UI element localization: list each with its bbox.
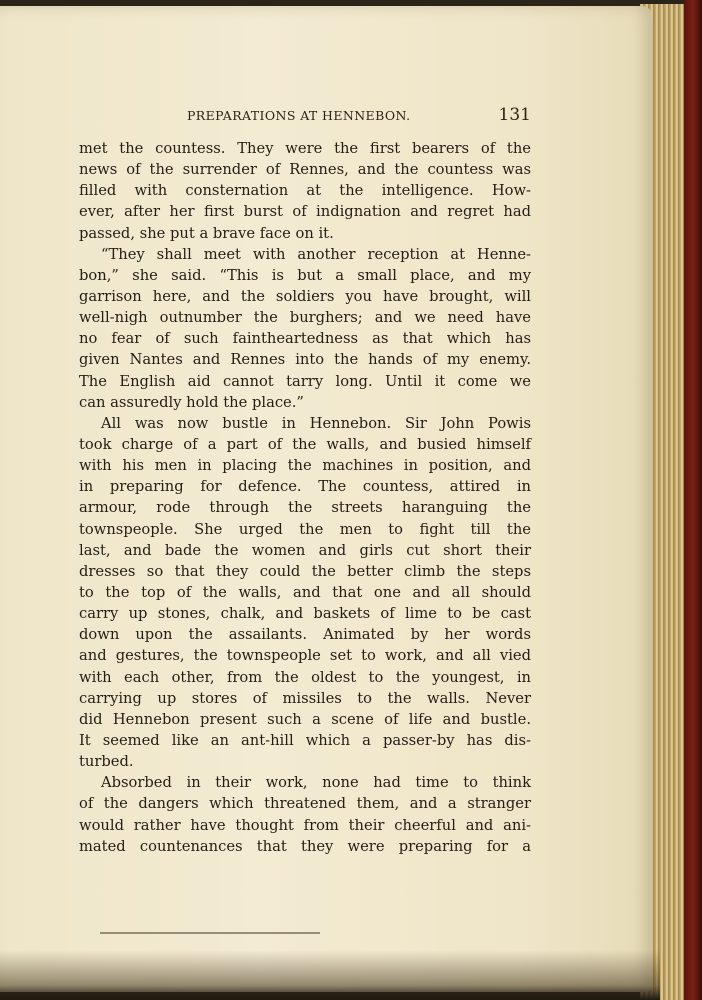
text-line: mated countenances that they were preparing for a — [79, 837, 531, 855]
text-line: passed, she put a brave face on it. — [79, 224, 334, 242]
text-line: dresses so that they could the better climb the steps — [79, 562, 531, 580]
page-number: 131 — [498, 105, 531, 125]
text-line: took charge of a part of the walls, and busied himself — [79, 435, 531, 453]
page-header — [79, 106, 531, 126]
text-line: townspeople. She urged the men to fight till the — [79, 520, 531, 538]
text-line: and gestures, the townspeople set to work, and all vied — [79, 647, 531, 665]
bottom-shadow — [0, 950, 660, 1000]
ink-smudge — [100, 932, 320, 934]
text-line: given Nantes and Rennes into the hands of my enemy. — [79, 351, 531, 369]
text-line: last, and bade the women and girls cut short their — [79, 541, 531, 559]
text-line: met the countess. They were the first bearers of the — [79, 140, 531, 157]
text-line: turbed. — [79, 753, 134, 771]
book-binding — [684, 0, 702, 1000]
text-line: would rather have thought from their cheerful and ani- — [79, 816, 531, 834]
text-line: The English aid cannot tarry long. Until it come we — [79, 372, 531, 390]
text-line: Absorbed in their work, none had time to think — [101, 774, 531, 792]
text-line: garrison here, and the soldiers you have brought, will — [79, 287, 531, 305]
text-line: armour, rode through the streets haranguing the — [79, 499, 531, 517]
text-line: to the top of the walls, and that one and all should — [79, 583, 531, 601]
running-head: PREPARATIONS AT HENNEBON. — [187, 108, 411, 123]
book-page — [0, 6, 652, 992]
text-line: “They shall meet with another reception at Henne- — [101, 245, 531, 263]
text-line: carry up stones, chalk, and baskets of lime to be cast — [79, 605, 531, 623]
text-line: ever, after her first burst of indignation and regret had — [79, 203, 531, 221]
text-line: of the dangers which threatened them, and a stranger — [79, 795, 531, 813]
text-line: no fear of such faintheartedness as that which has — [79, 330, 531, 348]
text-line: with his men in placing the machines in position, and — [79, 457, 531, 475]
text-line: filled with consternation at the intelligence. How- — [79, 182, 531, 200]
text-line: down upon the assailants. Animated by her words — [79, 626, 531, 644]
text-line: carrying up stores of missiles to the walls. Never — [79, 689, 531, 707]
text-line: news of the surrender of Rennes, and the countess was — [79, 161, 531, 179]
text-line: well-nigh outnumber the burghers; and we need have — [79, 309, 531, 327]
text-line: in preparing for defence. The countess, attired in — [79, 478, 531, 496]
text-line: can assuredly hold the place.” — [79, 393, 304, 411]
text-line: did Hennebon present such a scene of life and bustle. — [79, 710, 531, 728]
body-text — [79, 138, 531, 857]
text-line: All was now bustle in Hennebon. Sir John Powis — [101, 414, 531, 432]
text-line: with each other, from the oldest to the youngest, in — [79, 668, 531, 686]
text-line: bon,” she said. “This is but a small place, and my — [79, 266, 531, 284]
text-line: It seemed like an ant-hill which a passer-by has dis- — [79, 731, 531, 749]
